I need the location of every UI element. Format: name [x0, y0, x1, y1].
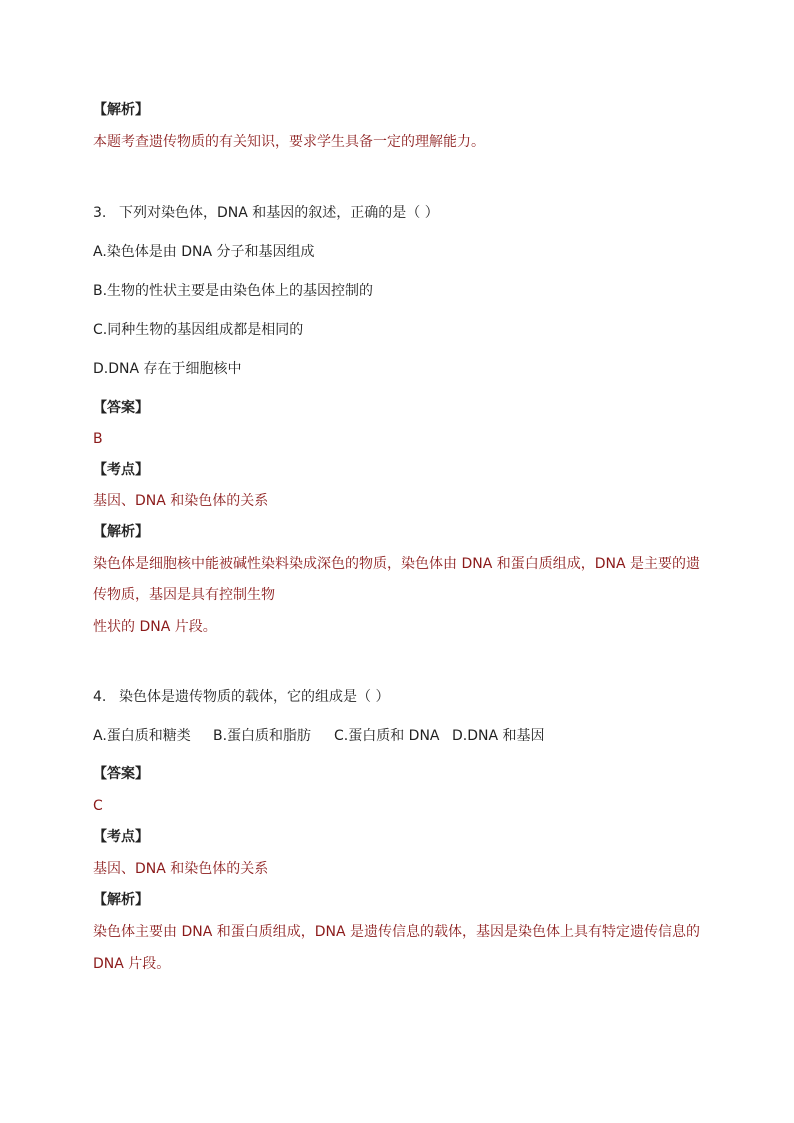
option-d: D.DNA 和基因	[452, 728, 545, 744]
question-3-stem-line	[93, 204, 439, 222]
option-b: B.蛋白质和脂肪	[213, 728, 312, 744]
point-label: 【考点】	[93, 829, 149, 845]
answer-label: 【答案】	[93, 400, 149, 416]
analysis-text: 本题考查遗传物质的有关知识，要求学生具备一定的理解能力。	[93, 134, 485, 150]
option-a: A.染色体是由 DNA 分子和基因组成	[93, 244, 315, 260]
answer-value: C	[93, 798, 103, 814]
question-number: 4.	[93, 689, 107, 705]
question-stem: 下列对染色体，DNA 和基因的叙述，正确的是（ ）	[119, 205, 439, 221]
point-text: 基因、DNA 和染色体的关系	[93, 861, 269, 877]
analysis-label: 【解析】	[93, 892, 149, 908]
question-4-stem-line	[93, 688, 389, 706]
option-d: D.DNA 存在于细胞核中	[93, 361, 242, 377]
analysis-line: DNA 片段。	[93, 956, 171, 972]
point-label: 【考点】	[93, 462, 149, 478]
analysis-label: 【解析】	[93, 102, 149, 118]
analysis-line: 性状的 DNA 片段。	[93, 619, 217, 635]
option-b: B.生物的性状主要是由染色体上的基因控制的	[93, 283, 374, 299]
answer-value: B	[93, 431, 103, 447]
analysis-line: 染色体是细胞核中能被碱性染料染成深色的物质，染色体由 DNA 和蛋白质组成，DNA 是主要的遗	[93, 556, 701, 572]
option-c: C.蛋白质和 DNA	[334, 728, 440, 744]
question-stem: 染色体是遗传物质的载体，它的组成是（ ）	[119, 689, 390, 705]
question-number: 3.	[93, 205, 107, 221]
analysis-line: 染色体主要由 DNA 和蛋白质组成，DNA 是遗传信息的载体，基因是染色体上具有特定遗传信息的	[93, 924, 701, 940]
option-a: A.蛋白质和糖类	[93, 728, 191, 744]
answer-label: 【答案】	[93, 766, 149, 782]
option-c: C.同种生物的基因组成都是相同的	[93, 322, 304, 338]
options-row	[93, 727, 545, 745]
analysis-label: 【解析】	[93, 524, 149, 540]
point-text: 基因、DNA 和染色体的关系	[93, 493, 269, 509]
analysis-line: 传物质，基因是具有控制生物	[93, 587, 275, 603]
